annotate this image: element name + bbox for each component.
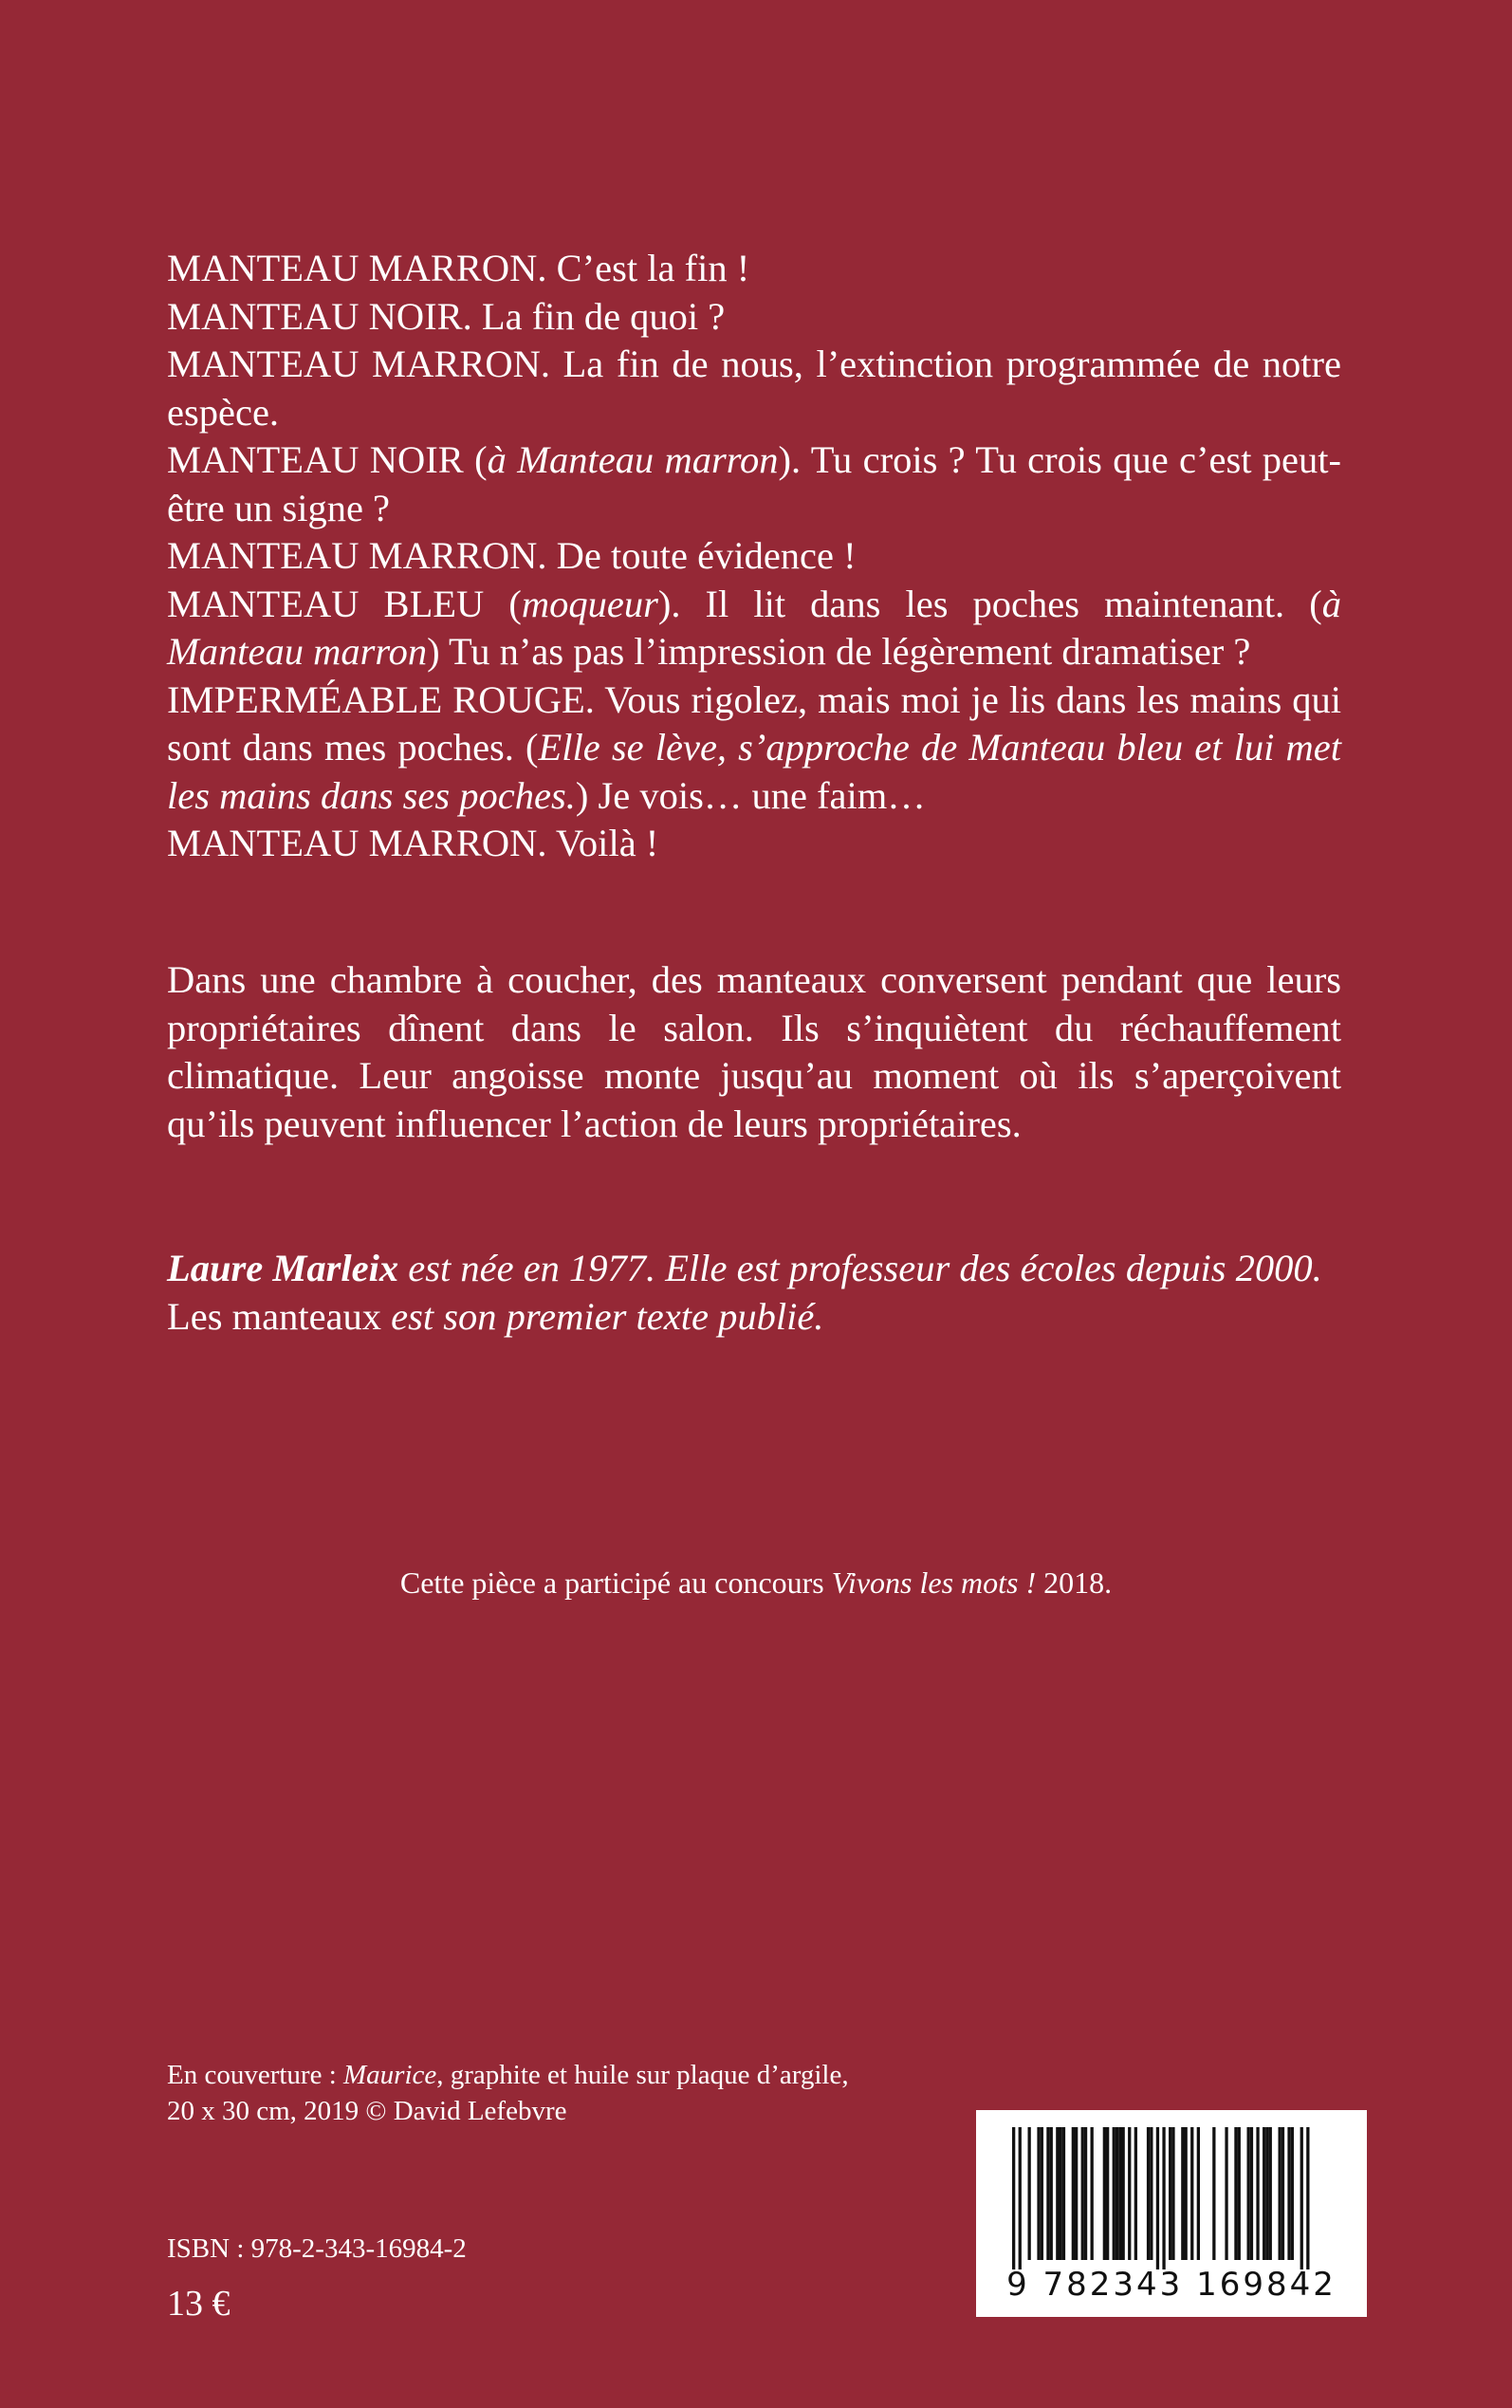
dialogue-line: IMPERMÉABLE ROUGE. Vous rigolez, mais moi je lis dans les mains qui sont dans mes poches. (Elle se lève, s’approche de Manteau bleu et lui met les mains dans ses poches.) Je vois… une faim… (167, 677, 1341, 817)
barcode-bar (1072, 2127, 1075, 2260)
book-title: Les manteaux (167, 1294, 382, 1338)
character-name: IMPERMÉABLE ROUGE (167, 677, 585, 721)
barcode-bar (1012, 2127, 1015, 2269)
character-name: MANTEAU MARRON (167, 247, 538, 289)
summary-text: Dans une chambre à coucher, des manteaux conversent pendant que leurs propriétaires dînent dans le salon. Ils s’inquiètent du réchauffement climatique. Leur angoisse monte jusqu’au moment où ils s’aperçoivent qu’ils peuvent influencer l’action de leurs propriétaires. (167, 958, 1341, 1145)
barcode-bar (1197, 2127, 1200, 2260)
barcode-bar (1238, 2127, 1241, 2260)
barcode-bar (1291, 2127, 1294, 2260)
barcode-bar (1265, 2127, 1268, 2260)
author-name: Laure Marleix (167, 1247, 399, 1289)
dialogue-line: MANTEAU MARRON. Voilà ! (167, 822, 659, 864)
barcode-bar (1091, 2127, 1094, 2260)
barcode-bar (1060, 2127, 1062, 2260)
barcode-bar (1037, 2127, 1040, 2260)
barcode-bar (1084, 2127, 1087, 2260)
barcode-bar (1081, 2127, 1084, 2260)
stage-direction: à Manteau marron (487, 438, 779, 481)
barcode-bar (1118, 2127, 1121, 2260)
barcode-bar (1282, 2127, 1284, 2260)
barcode-bar (1128, 2127, 1131, 2260)
barcode-bar (1134, 2127, 1137, 2260)
bio-text: Laure Marleix est née en 1977. Elle est professeur des écoles depuis 2000. Les manteaux est son premier texte publié. (167, 1247, 1322, 1338)
barcode-bar (1122, 2127, 1125, 2260)
contest-name: Vivons les mots ! (831, 1565, 1037, 1600)
barcode-bar (1306, 2127, 1309, 2269)
barcode-bar (1046, 2127, 1049, 2260)
dialogue-line: MANTEAU BLEU (moqueur). Il lit dans les poches maintenant. (à Manteau marron) Tu n’as pas l’impression de légèrement dramatiser ? (167, 582, 1341, 673)
dialogue-line: MANTEAU MARRON. La fin de nous, l’extinction programmée de notre espèce. (167, 343, 1341, 434)
barcode-bar (1028, 2127, 1031, 2260)
barcode-bar (1019, 2127, 1022, 2269)
author-bio (167, 1245, 1341, 1341)
stage-direction: moqueur (521, 582, 658, 625)
barcode-bar (1212, 2127, 1215, 2260)
book-summary (167, 956, 1341, 1148)
dialogue-line: MANTEAU MARRON. C’est la fin ! (167, 247, 750, 289)
character-name: MANTEAU MARRON (167, 822, 538, 864)
barcode-bar (1169, 2127, 1171, 2260)
barcode-bar (1300, 2127, 1303, 2269)
barcode-bar (1181, 2127, 1184, 2260)
contest-note: Cette pièce a participé au concours Vivons les mots ! 2018. (399, 1565, 1113, 1600)
character-name: MANTEAU MARRON (167, 534, 538, 577)
barcode-bar (1050, 2127, 1053, 2260)
artwork-title: Maurice (343, 2060, 437, 2090)
barcode-bar (1171, 2127, 1174, 2260)
barcode-bar (1156, 2127, 1159, 2269)
dialogue-line: MANTEAU NOIR (à Manteau marron). Tu crois ? Tu crois que c’est peut-être un signe ? (167, 438, 1341, 529)
barcode-bar (1190, 2127, 1193, 2260)
barcode (976, 2110, 1367, 2317)
barcode-bar (1225, 2127, 1227, 2260)
character-name: MANTEAU MARRON (167, 343, 541, 385)
barcode-bar (1279, 2127, 1282, 2260)
play-excerpt (167, 245, 1341, 868)
barcode-bar (1263, 2127, 1265, 2260)
barcode-bar (1116, 2127, 1118, 2260)
barcode-bar (1287, 2127, 1290, 2260)
stage-direction: Elle se lève, s’approche de Manteau bleu et lui met les mains dans ses poches. (167, 726, 1341, 817)
barcode-bar (1062, 2127, 1065, 2260)
barcode-bar (1247, 2127, 1250, 2260)
barcode-bar (1075, 2127, 1078, 2260)
barcode-bar (1150, 2127, 1152, 2260)
isbn: ISBN : 978-2-343-16984-2 (167, 2233, 467, 2264)
stage-direction: à Manteau marron (167, 582, 1341, 673)
barcode-bar (1250, 2127, 1253, 2260)
barcode-bar (1256, 2127, 1259, 2260)
dialogue-line: MANTEAU MARRON. De toute évidence ! (167, 534, 857, 577)
barcode-bar (1162, 2127, 1165, 2269)
barcode-digits: 9 782343 169842 (1006, 2266, 1337, 2304)
barcode-bar (1269, 2127, 1272, 2260)
barcode-bar (1185, 2127, 1188, 2260)
price: 13 € (167, 2284, 230, 2324)
barcode-bar (1234, 2127, 1237, 2260)
barcode-bar (1103, 2127, 1106, 2260)
character-name: MANTEAU NOIR (167, 294, 463, 338)
barcode-bar (1056, 2127, 1059, 2260)
character-name: MANTEAU BLEU (167, 582, 485, 625)
barcode-bar (1041, 2127, 1043, 2260)
barcode-bar (1113, 2127, 1116, 2260)
dialogue-line: MANTEAU NOIR. La fin de quoi ? (167, 294, 726, 338)
cover-credit: En couverture : Maurice, graphite et huile sur plaque d’argile, 20 x 30 cm, 2019 © David Lefebvre (167, 2060, 849, 2126)
barcode-bar (1106, 2127, 1109, 2260)
barcode-bar (1147, 2127, 1150, 2260)
character-name: MANTEAU NOIR (167, 438, 464, 481)
